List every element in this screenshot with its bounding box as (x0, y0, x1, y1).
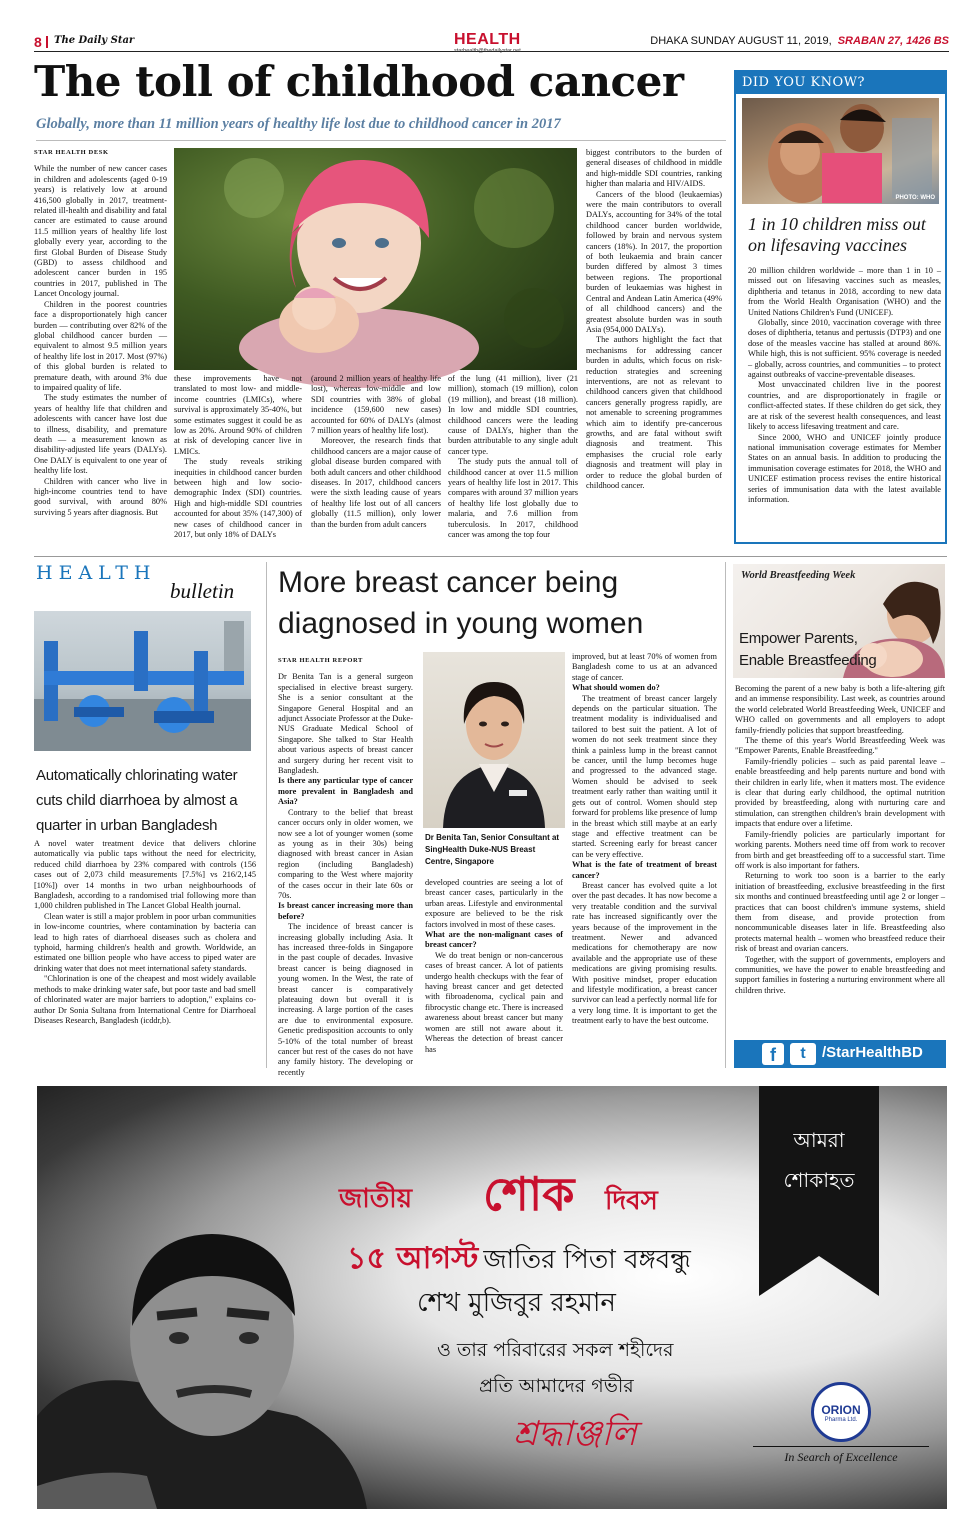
breastfeeding-title-line1: Empower Parents, (739, 630, 858, 647)
paragraph: The theme of this year's World Breastfeeding Week was "Empower Parents, Enable Breastfeeding." (735, 736, 945, 756)
paragraph: Family-friendly policies – such as paid parental leave – enable breastfeeding and help parents nurture and bond with their children in early life, when it matters most. The evidence is clear that during early childhood, the optimal nutrition provided by breastfeeding, along with nurturing care and stimulation, can strengthen children's brain development with impacts that endure over a lifetime. (735, 756, 945, 829)
dateline-bn: SRABAN 27, 1426 BS (837, 35, 949, 47)
breastfeeding-label: World Breastfeeding Week (741, 570, 856, 581)
main-col-3 (311, 374, 441, 550)
facebook-icon[interactable] (762, 1043, 784, 1065)
paragraph: developed countries are seeing a lot of breast cancer cases, particularly in the urban areas. Lifestyle and environmental exposure are believed to be the risk factors involved in most of these cases. (425, 878, 563, 929)
paragraph: A novel water treatment device that delivers chlorine automatically via public taps without the need for electricity, reduced child diarrhoea by 23% compared with controls (156 cases out of 2,073 child measurements [7.5%] vs 216/2,145 [10%]) over 14 months in two urban neighbourhoods of Bangladesh, according to a randomised trial following more than 1,000 children published in The Lancet Global Health journal. (34, 839, 256, 911)
question: What is the fate of treatment of breast cancer? (572, 860, 717, 880)
paragraph: Cancers of the blood (leukaemias) were the main contributors to overall DALYs, accounting for 34% of the total childhood cancer burden worldwide, followed by brain and nervous system cancers (18%). In 2017, the proportion of both leukaemia and brain cancer burden differed by almost 3 times between regions. The proportional burden of leukaemias was highest in Central and Andean Latin America (49% of all childhood cancers) and the greatest absolute burden was in south Asia (954,000 DALYs). (586, 189, 722, 334)
facebook-glyph: f (770, 1045, 776, 1065)
advert-title-word1: জাতীয় (339, 1184, 413, 1214)
dateline (650, 35, 949, 47)
breast-col-2 (425, 878, 563, 1068)
tagline-rule (753, 1446, 929, 1447)
bulletin-headline: Automatically chlorinating water cuts child diarrhoea by almost a quarter in urban Bangladesh (36, 767, 238, 834)
bulletin-logo-bottom: bulletin (170, 579, 235, 603)
main-col-4 (448, 374, 578, 550)
paragraph: Becoming the parent of a new baby is both a life-altering gift and an immense responsibility. Last week, as countries around the world celebrated World Breastfeeding Week, UNICEF and WHO called on governments and all employers to adopt family-friendly policies that support breastfeeding. (735, 684, 945, 735)
child-cancer-photo (174, 148, 577, 370)
paragraph: The treatment of breast cancer largely depends on the particular situation. The treatment modality is individualised and tailored to best suit the patient. A lot of women do not seek treatment since they think a painless lump in the breast cannot be cancer, until the lump becomes huge and progressed to the advanced stage. Women should be advised to seek treatment early rather than waiting until it gets out of control. Women should step forward for problems like presence of lump in the breast which still maybe at an early stage and effective treatment can be started. Screening early for breast cancer can be very effective. (572, 693, 717, 859)
paragraph: Family-friendly policies are particularly important for working parents. Mothers need time off from work to recover from birth and get breastfeeding off to a successful start. Time off work is also important for fathers. (735, 829, 945, 870)
did-you-know-label: DID YOU KNOW? (736, 72, 945, 94)
breast-headline-line1: More breast cancer being (278, 566, 619, 599)
bulletin-text (34, 839, 256, 1067)
advert-closing: শ্রদ্ধাঞ্জলি (513, 1414, 637, 1454)
pipes-illustration (34, 611, 251, 751)
paragraph: Children with cancer who live in high-income countries tend to have good survival, with around 80% surviving 5 years after diagnosis. But (34, 476, 167, 517)
paragraph: Most unvaccinated children live in the poorest countries, and are disproportionately in fragile or conflict-affected states. If these children do get sick, they are at risk of the severest health consequences, and least likely to access lifesaving treatment and care. (748, 380, 941, 432)
masthead-logo: The Daily Star (54, 35, 135, 46)
paragraph: Contrary to the belief that breast cancer occurs only in older women, we now see a lot of younger women (some as young as in their 30s) being diagnosed with breast cancer in Asian region (including Bangladesh) comparing to the West where majority of the cases occur in their late 60s or 70s. (278, 807, 413, 900)
advert-line1 (347, 1234, 767, 1285)
breastfeeding-text (735, 684, 945, 1030)
column-divider (266, 562, 267, 1068)
main-col-1 (34, 148, 167, 548)
paragraph: (around 2 million years of healthy life lost), whereas low-middle and low SDI countries with 38% of global incidence (159,600 new cases) accounted for 60% of DALYs (almost 7 million years of healthy life lost). (311, 374, 441, 436)
vaccine-illustration (742, 98, 939, 204)
bulletin-logo-top: HEALTH (36, 562, 157, 584)
photo-credit: PHOTO: WHO (895, 195, 935, 201)
paragraph: Returning to work too soon is a barrier to the early initiation of breastfeeding, exclusive breastfeeding in the first six months and continued breastfeeding until age 2 or longer – practices that can boost children's immune systems, shield them from disease, and provide protection from noncommunicable diseases later in life. Breastfeeding also protects maternal health – women who breastfeed reduce their risk of breast and ovarian cancers. (735, 871, 945, 954)
column-divider (725, 562, 726, 1068)
mourning-ribbon (759, 1256, 879, 1296)
advert-line2: শেখ মুজিবুর রহমান (417, 1288, 616, 1318)
advert-date: ১৫ আগস্ট (347, 1241, 479, 1276)
mourning-line2: শোকাহত (783, 1168, 855, 1192)
paragraph: biggest contributors to the burden of general diseases of childhood in middle and high-middle SDI countries, ranking higher than malaria and HIV/AIDS. (586, 148, 722, 189)
advert-line4: প্রতি আমাদের গভীর (479, 1375, 634, 1397)
section-rule (34, 556, 947, 557)
paragraph: The study reveals striking inequities in childhood cancer burden between high and low socio-demographic Index (SDI) countries. High and high-middle SDI countries accounted for about 35% (147,300) of new cases of childhood cancer in 2017, but only 18% of DALYs (174, 457, 302, 540)
benita-tan-photo (423, 652, 565, 828)
paragraph: Breast cancer has evolved quite a lot over the past decades. It has now become a very treatable condition and the survival rate has increased significantly over the years because of the improvement in the treatment. Newer and advanced medications for chemotherapy are now available and the appropriate use of these medications are giving promising results. With positive mindset, proper education and lifestyle modification, a breast cancer survivor can lead a perfectly normal life for a very long time. It is important to get the treatment early to have the best outcome. (572, 880, 717, 1026)
vaccine-photo (742, 98, 939, 204)
question: What should women do? (572, 683, 660, 693)
breast-col-3 (572, 652, 717, 1068)
photo-caption: Dr Benita Tan, Senior Consultant at SingHealth Duke-NUS Breast Centre, Singapore (425, 833, 560, 866)
paragraph: Moreover, the research finds that childhood cancers are a major cause of global disease burden compared with both adult cancers and other childhood diseases. In 2017, childhood cancers were the sixth leading cause of years of healthy life lost out of all cancers globally (11.5 million), only lower than the burden from adult cancers (311, 436, 441, 529)
vaccine-headline: 1 in 10 children miss out on lifesaving vaccines (748, 214, 926, 255)
main-col-5 (586, 148, 722, 550)
paragraph: Globally, since 2010, vaccination coverage with three doses of diphtheria, tetanus and pertussis (DTP3) and one dose of the measles vaccine has stalled at around 86%. While high, this is not sufficient. 95% coverage is needed – globally, across countries, and communities – to protect against outbreaks of vaccine-preventable diseases. (748, 318, 941, 380)
vaccine-text (748, 266, 941, 538)
paragraph: The study puts the annual toll of childhood cancer at over 11.5 million years of healthy life lost in 2017. This compares with around 37 million years of healthy life lost globally due to malaria, and 7.6 million from tuberculosis. In 2017, childhood cancer was among the top four (448, 457, 578, 540)
twitter-glyph: t (800, 1045, 806, 1062)
paragraph: Since 2000, WHO and UNICEF jointly produce national immunisation coverage estimates for Member States on an annual basis. In addition to producing the immunisation coverage estimates for 2018, the WHO and UNICEF estimation process revises the entire historical series of immunisation data with the latest available information. (748, 432, 941, 504)
section-email[interactable]: starhealth@thedailystar.net (454, 48, 521, 54)
breast-byline: STAR HEALTH REPORT (278, 657, 363, 664)
advert-line3: ও তার পরিবারের সকল শহীদের (437, 1339, 674, 1361)
paragraph: 20 million children worldwide – more than 1 in 10 – missed out on lifesaving vaccines such as measles, diphtheria and tetanus in 2018, according to new data from the World Health Organisation (WHO) and the United Nations Children's Fund (UNICEF). (748, 266, 941, 317)
paragraph: Children in the poorest countries face a disproportionately high cancer burden — contributing over 82% of the global childhood cancer burden — equivalent to almost 9.5 million years of healthy life lost in 2017. Most (97%) of this global burden is related to premature death, with around 3% due to impaired quality of life. (34, 299, 167, 392)
breast-headline (278, 562, 718, 644)
advert-title-word3: দিবস (605, 1186, 658, 1216)
paragraph: The study estimates the number of years of healthy life that children and adolescents with cancer have lost due to illness, disability, and premature death — a measurement known as disability-adjusted life years (DALYs). One DALY is equivalent to one year of healthy life lost. (34, 393, 167, 476)
breastfeeding-photo (733, 564, 945, 678)
paragraph: Dr Benita Tan is a general surgeon specialised in elective breast surgery. She is a senior consultant at the Singapore General Hospital and an adjunct Associate Professor at the Duke-NUS Graduate Medical School of Singapore. She talked to Star Health about various aspects of breast cancer and surgery during her recent visit to Bangladesh. (278, 672, 413, 776)
did-you-know-box (734, 70, 947, 544)
page-number-bar (46, 36, 48, 48)
section-title: HEALTH (454, 31, 521, 48)
breast-col-1 (278, 656, 413, 1077)
mourning-box (759, 1086, 879, 1256)
paragraph: Clean water is still a major problem in poor urban communities in low-income countries, where contamination by bacteria can lead to high rates of diarrhoeal diseases such as cholera and typhoid, harming children's health and growth. Worldwide, an estimated one billion people who have access to piped water are drinking water that does not meet international safety standards. (34, 911, 256, 973)
paragraph: While the number of new cancer cases in children and adolescents (aged 0-19 years) is relatively low at around 416,500 globally in 2017, treatment-related ill-health and disability and fatal cancer are estimated to cause around 11.5 million years of healthy life lost globally every year, according to the first Global Burden of Disease Study (GBD) to assess childhood and adolescent cancer burden in 195 countries in 2017, published in The Lancet Oncology journal. (34, 164, 167, 299)
mourning-line1: আমরা (793, 1128, 845, 1152)
orion-logo (811, 1382, 871, 1442)
page-header (34, 32, 949, 52)
water-treatment-photo (34, 611, 251, 751)
breast-headline-line2: diagnosed in young women (278, 607, 644, 640)
main-headline: The toll of childhood cancer (34, 57, 684, 106)
portrait-illustration (37, 1216, 367, 1509)
advert-line1-rest: জাতির পিতা বঙ্গবন্ধু (483, 1245, 691, 1275)
main-divider (36, 140, 726, 141)
child-illustration (174, 148, 577, 370)
breastfeeding-title-line2: Enable Breastfeeding (739, 652, 877, 669)
question: What are the non-malignant cases of breast cancer? (425, 930, 563, 950)
orion-brand: ORION (821, 1403, 861, 1417)
paragraph: "Chlorination is one of the cheapest and most widely available methods to make drinking water safe, but poor taste and bad smell of chlorinated water are major barriers to adoption," explains co-author Dr Sonia Sultana from International Centre for Diarrhoeal Diseases Research, Bangladesh (icddr,b). (34, 974, 256, 1025)
paragraph: We do treat benign or non-cancerous cases of breast cancer. A lot of patients undergo health checkups with the fear of having breast cancer and get detected with fibroadenoma, cyclical pain and fibrocystic change etc. There is increased awareness about breast cancer but many women are still not aware about it. Whereas the detection of breast cancer has (425, 950, 563, 1054)
orion-tagline: In Search of Excellence (784, 1450, 898, 1464)
advert-panel (37, 1086, 947, 1509)
paragraph: of the lung (41 million), liver (21 million), stomach (19 million), colon (19 million), and breast (18 million). In low and middle SDI countries, childhood cancers were the leading cause of DALYs, higher than the burden attributable to any single adult cancer type. (448, 374, 578, 456)
portrait-illustration (423, 652, 565, 828)
paragraph: these improvements have not translated to most low- and middle-income countries (LMICs), where survival is approximately 35-40%, but some estimates suggest it could be as low as 20%. Around 90% of children at risk of developing cancer live in LMICs. (174, 374, 302, 456)
advert-title (337, 1166, 727, 1226)
paragraph: The incidence of breast cancer is increasing globally including Asia. It has increased three-folds in Singapore in the past couple of decades. Invasive breast cancer is being diagnosed in young women. In the West, the rate of breast cancer is comparatively plateauing down but overall it is increasing. A large portion of the cases are due to environmental exposure. Genetic predisposition accounts to only 5-10% of the total number of breast cancer but rest of the cases do not have any family history. The developing or recently (278, 922, 413, 1077)
twitter-icon[interactable] (790, 1043, 816, 1065)
main-subhead: Globally, more than 11 million years of healthy life lost due to childhood cancer in 2017 (36, 116, 561, 132)
orion-sub: Pharma Ltd. (824, 1417, 858, 1423)
main-byline: STAR HEALTH DESK (34, 149, 109, 156)
page-number: 8 (34, 34, 42, 50)
paragraph: The authors highlight the fact that mechanisms for addressing cancer burden in adults, which focus on risk-reduction strategies and screening interventions, are not as relevant to childhood cancers given that childhood cancers generally progress rapidly, are not amenable to screening programmes which aim to identify pre-cancerous growths, and are fatal without swift diagnosis and treatment. This emphasises the crucial role early diagnosis and treatment will play in order to reduce the global burden of childhood cancer. (586, 335, 722, 490)
question: Is there any particular type of cancer more prevalent in Bangladesh and Asia? (278, 776, 413, 807)
paragraph: improved, but at least 70% of women from Bangladesh come to us at an advanced stage of cancer. (572, 652, 717, 682)
question: Is breast cancer increasing more than before? (278, 901, 413, 921)
breastfeeding-title (739, 628, 876, 672)
social-handle[interactable]: /StarHealthBD (822, 1044, 923, 1061)
bulletin-logo (34, 562, 259, 604)
dateline-en: DHAKA SUNDAY AUGUST 11, 2019, (650, 35, 832, 47)
advert-title-word2: শোক (483, 1167, 575, 1221)
main-col-2 (174, 374, 302, 550)
paragraph: Together, with the support of governments, employers and communities, we have the power to enable breastfeeding and support families in fostering a nurturing environment where all children thrive. (735, 954, 945, 995)
social-bar[interactable] (734, 1040, 946, 1068)
